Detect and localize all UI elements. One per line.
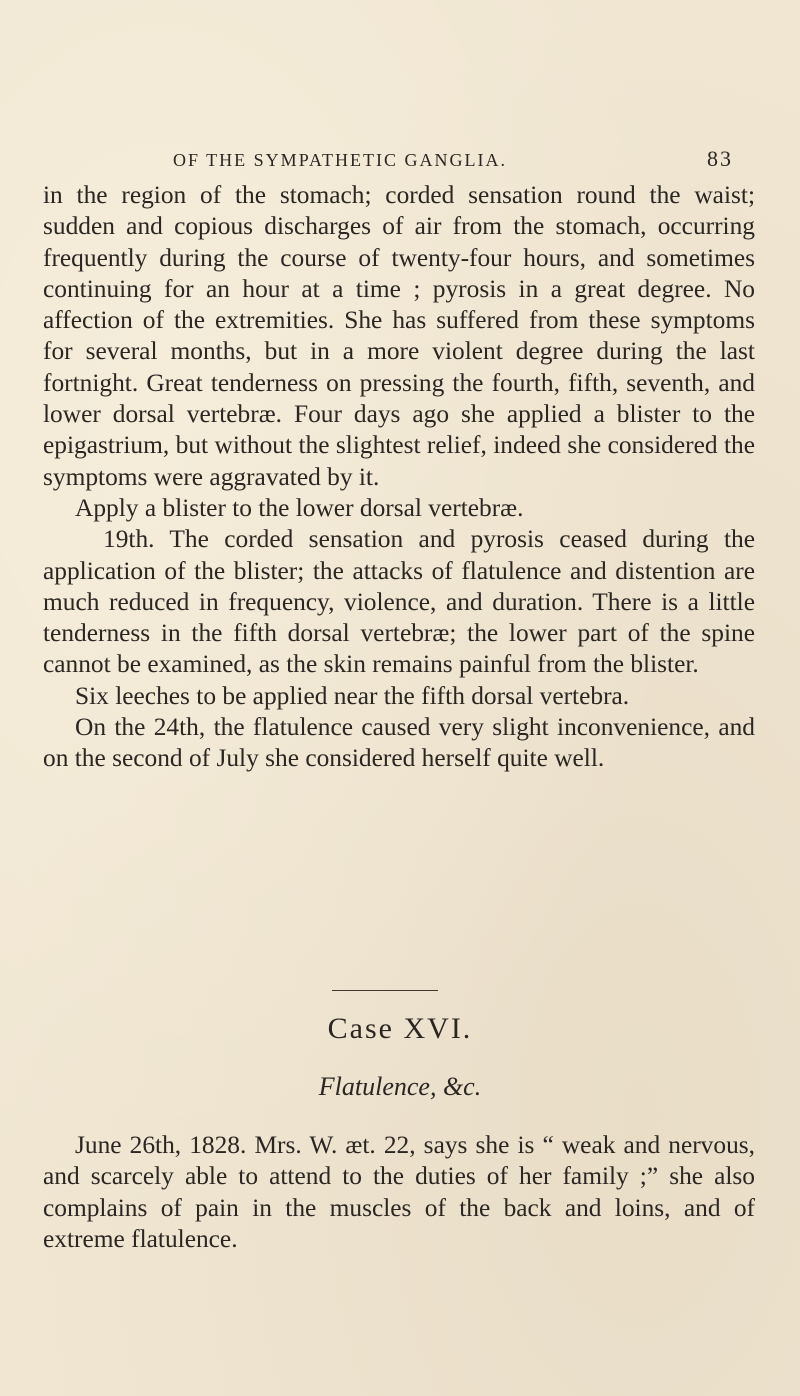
section-divider: [332, 990, 438, 991]
paragraph: June 26th, 1828. Mrs. W. æt. 22, says she is “ weak and nervous, and scarcely able to attend to the duties of her family ;” she also complains of pain in the muscles of the back and loins, and of extreme flatulence.: [43, 1131, 755, 1253]
case-subtitle: Flatulence, &c.: [318, 1072, 482, 1101]
running-title: OF THE SYMPATHETIC GANGLIA.: [173, 150, 508, 170]
page-number: 83: [707, 146, 733, 171]
main-text: [43, 180, 755, 775]
running-head: [173, 146, 733, 180]
paragraph: Apply a blister to the lower dorsal vertebræ.: [75, 493, 524, 522]
paragraph: in the region of the stomach; corded sensation round the waist; sudden and copious discharges of air from the stomach, occurring frequently during the course of twenty-four hours, and sometimes continuing for an hour at a time ; pyrosis in a great degree. No affection of the extremities. She has suffered from these symptoms for several months, but in a more violent degree during the last fortnight. Great tenderness on pressing the fourth, fifth, seventh, and lower dorsal vertebræ. Four days ago she applied a blister to the epigastrium, but without the slightest relief, indeed she considered the symptoms were aggravated by it.: [43, 181, 755, 491]
paragraph: Six leeches to be applied near the fifth dorsal vertebra.: [75, 681, 630, 710]
paragraph: 19th. The corded sensation and pyrosis ceased during the application of the blister; the attacks of flatulence and distention are much reduced in frequency, violence, and duration. There is a little tenderness in the fifth dorsal vertebræ; the lower part of the spine cannot be examined, as the skin remains painful from the blister.: [43, 525, 755, 679]
paragraph: On the 24th, the flatulence caused very slight inconvenience, and on the second of July she considered herself quite well.: [43, 713, 755, 773]
case-text: [43, 1130, 755, 1255]
case-heading: Case XVI.: [327, 1012, 473, 1045]
